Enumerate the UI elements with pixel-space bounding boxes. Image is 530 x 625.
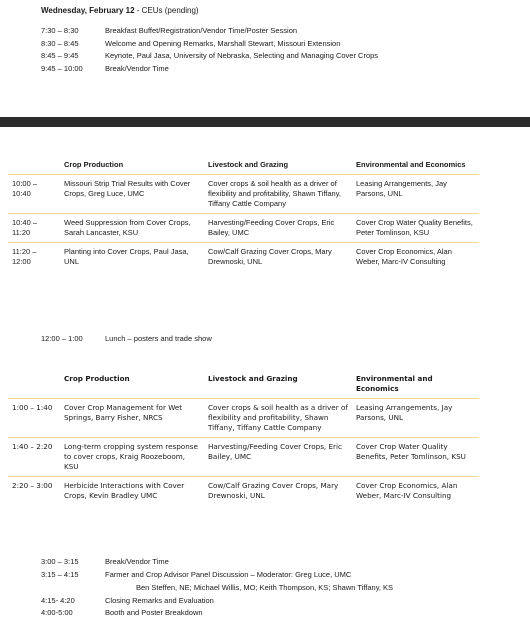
- schedule-desc: Lunch – posters and trade show: [105, 334, 212, 343]
- schedule-time: 4:00-5:00: [41, 608, 73, 617]
- header-cell: Environmental and Economics: [356, 160, 466, 169]
- time-cell: 2:20 – 3:00: [12, 481, 53, 490]
- header-cell: [8, 156, 56, 175]
- table-row: [8, 175, 479, 214]
- header-cell: [8, 370, 56, 399]
- table-row: [8, 477, 479, 506]
- livestock-cell: Harvesting/Feeding Cover Crops, Eric Bailey, UMC: [208, 218, 335, 237]
- livestock-cell: Cow/Calf Grazing Cover Crops, Mary Drewnoski, UNL: [208, 481, 339, 500]
- table-header-row: [8, 156, 479, 175]
- header-cell: Crop Production: [64, 374, 130, 383]
- crop-cell: Cover Crop Management for Wet Springs, Barry Fisher, NRCS: [64, 403, 183, 422]
- livestock-cell: Cow/Calf Grazing Cover Crops, Mary Drewnoski, UNL: [208, 247, 332, 266]
- livestock-cell: Cover crops & soil health as a driver of flexibility and profitability, Shawn Tiffany, Tiffany Cattle Company: [208, 403, 348, 432]
- header-cell: Livestock and Grazing: [208, 374, 298, 383]
- table-row: [8, 214, 479, 243]
- schedule-time: 3:15 – 4:15: [41, 570, 79, 579]
- time-cell: 1:00 – 1:40: [12, 403, 53, 412]
- time-cell: 11:20 – 12:00: [12, 247, 37, 266]
- table-row: [8, 399, 479, 438]
- crop-cell: Missouri Strip Trial Results with Cover Crops, Greg Luce, UMC: [64, 179, 191, 198]
- schedule-desc: Keynote, Paul Jasa, University of Nebraska, Selecting and Managing Cover Crops: [105, 51, 379, 60]
- schedule-row: [41, 26, 297, 36]
- schedule-time: 12:00 – 1:00: [41, 334, 83, 343]
- schedule-time: 9:45 – 10:00: [41, 64, 83, 73]
- header-cell: Environmental and Economics: [356, 374, 433, 393]
- schedule-row: [41, 39, 340, 49]
- economics-cell: Cover Crop Economics, Alan Weber, Marc-IV Consulting: [356, 481, 458, 500]
- livestock-cell: Cover crops & soil health as a driver of flexibility and profitability, Shawn Tiffany, Tiffany Cattle Company: [208, 179, 341, 208]
- schedule-desc: Farmer and Crop Advisor Panel Discussion – Moderator: Greg Luce, UMC: [105, 570, 352, 579]
- panelists-line: Ben Steffen, NE; Michael Willis, MO; Keith Thompson, KS; Shawn Tiffany, KS: [136, 583, 394, 592]
- schedule-row: [41, 596, 214, 606]
- schedule-time: 7:30 – 8:30: [41, 26, 79, 35]
- time-cell: 1:40 – 2:20: [12, 442, 53, 451]
- schedule-row: [41, 64, 169, 74]
- session2-table: [8, 370, 479, 505]
- economics-cell: Cover Crop Water Quality Benefits, Peter Tomlinson, KSU: [356, 442, 466, 461]
- session1-table: [8, 156, 479, 271]
- crop-cell: Herbicide Interactions with Cover Crops, Kevin Bradley UMC: [64, 481, 185, 500]
- lunch-row: [41, 334, 212, 343]
- crop-cell: Planting into Cover Crops, Paul Jasa, UNL: [64, 247, 189, 266]
- schedule-row: [41, 570, 351, 580]
- schedule-row: [41, 557, 169, 567]
- time-cell: 10:00 – 10:40: [12, 179, 38, 198]
- schedule-time: 8:30 – 8:45: [41, 39, 79, 48]
- economics-cell: Leasing Arrangements, Jay Parsons, UNL: [356, 179, 447, 198]
- schedule-desc: Booth and Poster Breakdown: [105, 608, 203, 617]
- schedule-time: 4:15- 4:20: [41, 596, 75, 605]
- schedule-desc: Break/Vendor Time: [105, 557, 169, 566]
- crop-cell: Long-term cropping system response to cover crops, Kraig Roozeboom, KSU: [64, 442, 198, 471]
- table-row: [8, 243, 479, 272]
- economics-cell: Leasing Arrangements, Jay Parsons, UNL: [356, 403, 453, 422]
- time-cell: 10:40 – 11:20: [12, 218, 38, 237]
- livestock-cell: Harvesting/Feeding Cover Crops, Eric Bailey, UMC: [208, 442, 342, 461]
- schedule-desc: Break/Vendor Time: [105, 64, 169, 73]
- economics-cell: Cover Crop Economics, Alan Weber, Marc-IV Consulting: [356, 247, 452, 266]
- page-divider: [0, 117, 530, 127]
- header-cell: Crop Production: [64, 160, 124, 169]
- day-heading: [41, 6, 199, 15]
- schedule-desc: Welcome and Opening Remarks, Marshall Stewart, Missouri Extension: [105, 39, 341, 48]
- crop-cell: Weed Suppression from Cover Crops, Sarah Lancaster, KSU: [64, 218, 191, 237]
- day-heading-note: - CEUs (pending): [134, 6, 199, 15]
- schedule-row: [41, 608, 203, 618]
- schedule-row: [41, 51, 378, 61]
- economics-cell: Cover Crop Water Quality Benefits, Peter Tomlinson, KSU: [356, 218, 473, 237]
- day-heading-date: Wednesday, February 12: [41, 6, 135, 15]
- header-cell: Livestock and Grazing: [208, 160, 289, 169]
- schedule-time: 3:00 – 3:15: [41, 557, 79, 566]
- table-header-row: [8, 370, 479, 399]
- schedule-time: 8:45 – 9:45: [41, 51, 79, 60]
- schedule-desc: Closing Remarks and Evaluation: [105, 596, 214, 605]
- table-row: [8, 438, 479, 477]
- schedule-desc: Breakfast Buffet/Registration/Vendor Time/Poster Session: [105, 26, 298, 35]
